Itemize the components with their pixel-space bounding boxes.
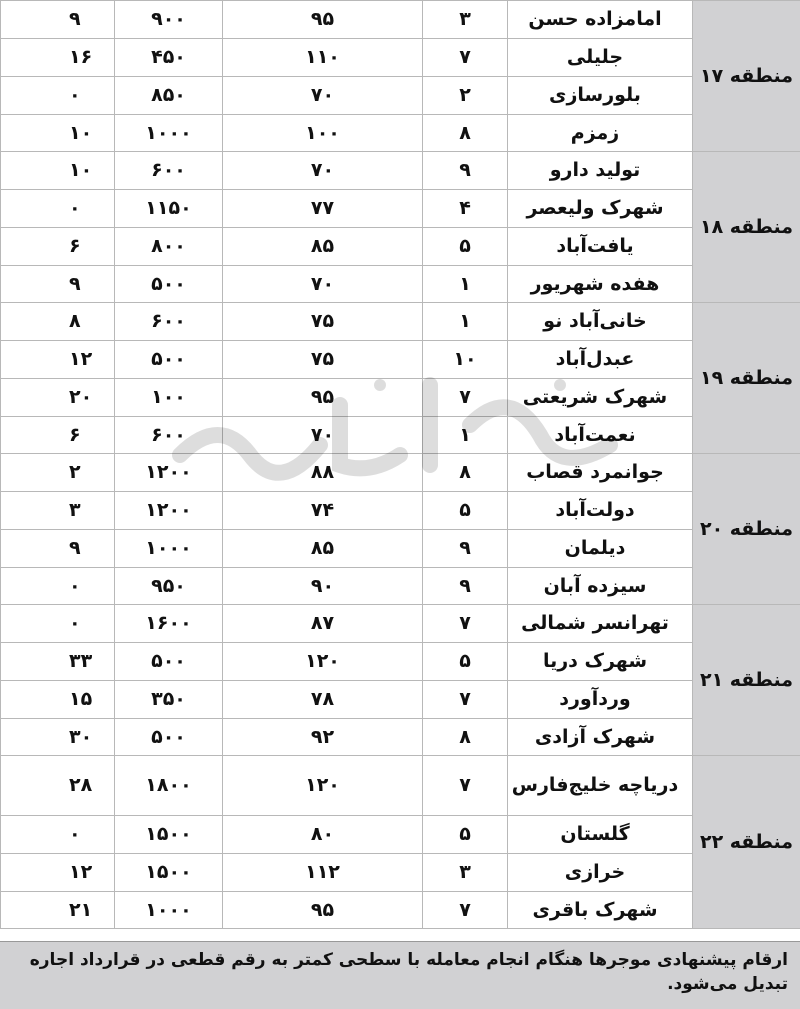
- neighborhood-cell: شهرک باقری: [508, 892, 693, 929]
- value-cell-3: ۹۵۰: [115, 568, 223, 605]
- region-cell: منطقه ۱۸: [693, 152, 800, 303]
- value-cell-4: ۹: [1, 266, 115, 303]
- value-cell-4: ۳: [1, 492, 115, 530]
- value-cell-2: ۸۵: [223, 530, 423, 568]
- value-cell-4: ۲۸: [1, 756, 115, 816]
- table-row: [1, 719, 800, 756]
- value-cell-1: ۹: [423, 530, 508, 568]
- value-cell-3: ۸۵۰: [115, 77, 223, 115]
- value-cell-3: ۵۰۰: [115, 266, 223, 303]
- value-cell-4: ۰: [1, 605, 115, 643]
- value-cell-2: ۱۲۰: [223, 643, 423, 681]
- value-cell-2: ۸۷: [223, 605, 423, 643]
- table-row: [1, 756, 800, 816]
- value-cell-3: ۶۰۰: [115, 152, 223, 190]
- value-cell-4: ۰: [1, 816, 115, 854]
- neighborhood-cell: جوانمرد قصاب: [508, 454, 693, 492]
- value-cell-1: ۸: [423, 115, 508, 152]
- value-cell-4: ۰: [1, 568, 115, 605]
- table-row: [1, 152, 800, 190]
- table-row: [1, 228, 800, 266]
- value-cell-1: ۴: [423, 190, 508, 228]
- table-row: [1, 643, 800, 681]
- value-cell-4: ۶: [1, 417, 115, 454]
- neighborhood-cell: دیلمان: [508, 530, 693, 568]
- value-cell-3: ۱۰۰۰: [115, 530, 223, 568]
- value-cell-4: ۱۲: [1, 854, 115, 892]
- value-cell-3: ۱۰۰۰: [115, 892, 223, 929]
- value-cell-3: ۱۰۰: [115, 379, 223, 417]
- value-cell-3: ۳۵۰: [115, 681, 223, 719]
- value-cell-1: ۷: [423, 681, 508, 719]
- region-cell: منطقه ۱۷: [693, 1, 800, 152]
- table-row: [1, 530, 800, 568]
- value-cell-2: ۱۱۲: [223, 854, 423, 892]
- table-row: [1, 605, 800, 643]
- value-cell-1: ۵: [423, 228, 508, 266]
- value-cell-2: ۷۰: [223, 77, 423, 115]
- neighborhood-cell: شهرک شریعتی: [508, 379, 693, 417]
- table-row: [1, 266, 800, 303]
- value-cell-2: ۱۱۰: [223, 39, 423, 77]
- value-cell-1: ۱: [423, 417, 508, 454]
- table-row: [1, 77, 800, 115]
- value-cell-1: ۲: [423, 77, 508, 115]
- value-cell-1: ۸: [423, 454, 508, 492]
- value-cell-3: ۱۸۰۰: [115, 756, 223, 816]
- value-cell-3: ۱۵۰۰: [115, 854, 223, 892]
- value-cell-4: ۸: [1, 303, 115, 341]
- neighborhood-cell: جلیلی: [508, 39, 693, 77]
- value-cell-1: ۳: [423, 1, 508, 39]
- value-cell-4: ۲۰: [1, 379, 115, 417]
- value-cell-2: ۷۰: [223, 266, 423, 303]
- value-cell-3: ۵۰۰: [115, 719, 223, 756]
- neighborhood-cell: امامزاده حسن: [508, 1, 693, 39]
- table-row: [1, 816, 800, 854]
- value-cell-3: ۶۰۰: [115, 417, 223, 454]
- value-cell-1: ۸: [423, 719, 508, 756]
- table-row: [1, 115, 800, 152]
- value-cell-4: ۲: [1, 454, 115, 492]
- value-cell-1: ۹: [423, 568, 508, 605]
- neighborhood-cell: تولید دارو: [508, 152, 693, 190]
- value-cell-2: ۷۷: [223, 190, 423, 228]
- value-cell-1: ۵: [423, 492, 508, 530]
- neighborhood-cell: وردآورد: [508, 681, 693, 719]
- value-cell-2: ۹۰: [223, 568, 423, 605]
- value-cell-3: ۱۶۰۰: [115, 605, 223, 643]
- neighborhood-cell: شهرک دریا: [508, 643, 693, 681]
- table-row: [1, 854, 800, 892]
- neighborhood-cell: شهرک آزادی: [508, 719, 693, 756]
- value-cell-4: ۱۵: [1, 681, 115, 719]
- value-cell-2: ۱۰۰: [223, 115, 423, 152]
- neighborhood-cell: سیزده آبان: [508, 568, 693, 605]
- neighborhood-cell: گلستان: [508, 816, 693, 854]
- neighborhood-cell: خرازی: [508, 854, 693, 892]
- value-cell-4: ۶: [1, 228, 115, 266]
- value-cell-1: ۷: [423, 756, 508, 816]
- value-cell-1: ۷: [423, 892, 508, 929]
- value-cell-2: ۸۵: [223, 228, 423, 266]
- value-cell-3: ۶۰۰: [115, 303, 223, 341]
- value-cell-2: ۷۰: [223, 417, 423, 454]
- neighborhood-cell: زمزم: [508, 115, 693, 152]
- table-row: [1, 568, 800, 605]
- table-row: [1, 454, 800, 492]
- value-cell-4: ۰: [1, 77, 115, 115]
- value-cell-1: ۱: [423, 266, 508, 303]
- value-cell-2: ۷۰: [223, 152, 423, 190]
- value-cell-1: ۵: [423, 643, 508, 681]
- value-cell-2: ۷۵: [223, 341, 423, 379]
- table-row: [1, 303, 800, 341]
- value-cell-4: ۹: [1, 530, 115, 568]
- value-cell-4: ۱۶: [1, 39, 115, 77]
- region-cell: منطقه ۲۲: [693, 756, 800, 929]
- region-cell: منطقه ۱۹: [693, 303, 800, 454]
- region-cell: منطقه ۲۱: [693, 605, 800, 756]
- neighborhood-cell: هفده شهریور: [508, 266, 693, 303]
- footnote: ارقام پیشنهادی موجرها هنگام انجام معامله با سطحی کمتر به رقم قطعی در قرارداد اجاره تبدیل می‌شود.: [0, 941, 800, 1009]
- table-row: [1, 492, 800, 530]
- value-cell-1: ۱۰: [423, 341, 508, 379]
- value-cell-3: ۹۰۰: [115, 1, 223, 39]
- value-cell-3: ۱۵۰۰: [115, 816, 223, 854]
- value-cell-2: ۸۰: [223, 816, 423, 854]
- value-cell-4: ۱۰: [1, 152, 115, 190]
- value-cell-2: ۹۲: [223, 719, 423, 756]
- neighborhood-cell: عبدل‌آباد: [508, 341, 693, 379]
- value-cell-1: ۱: [423, 303, 508, 341]
- value-cell-4: ۹: [1, 1, 115, 39]
- value-cell-4: ۳۳: [1, 643, 115, 681]
- value-cell-4: ۳۰: [1, 719, 115, 756]
- value-cell-2: ۷۸: [223, 681, 423, 719]
- neighborhood-cell: شهرک ولیعصر: [508, 190, 693, 228]
- value-cell-4: ۱۲: [1, 341, 115, 379]
- value-cell-2: ۷۴: [223, 492, 423, 530]
- value-cell-1: ۹: [423, 152, 508, 190]
- value-cell-4: ۱۰: [1, 115, 115, 152]
- neighborhood-cell: دریاچه خلیج‌فارس: [508, 756, 693, 816]
- table-row: [1, 1, 800, 39]
- table-row: [1, 892, 800, 929]
- value-cell-1: ۳: [423, 854, 508, 892]
- table-row: [1, 39, 800, 77]
- rent-table-body: [1, 1, 800, 929]
- table-row: [1, 341, 800, 379]
- value-cell-1: ۷: [423, 605, 508, 643]
- neighborhood-cell: دولت‌آباد: [508, 492, 693, 530]
- neighborhood-cell: نعمت‌آباد: [508, 417, 693, 454]
- neighborhood-cell: یافت‌آباد: [508, 228, 693, 266]
- value-cell-2: ۸۸: [223, 454, 423, 492]
- table-row: [1, 190, 800, 228]
- value-cell-3: ۴۵۰: [115, 39, 223, 77]
- value-cell-2: ۹۵: [223, 1, 423, 39]
- value-cell-2: ۷۵: [223, 303, 423, 341]
- value-cell-3: ۵۰۰: [115, 341, 223, 379]
- neighborhood-cell: بلورسازی: [508, 77, 693, 115]
- table-row: [1, 681, 800, 719]
- region-cell: منطقه ۲۰: [693, 454, 800, 605]
- value-cell-3: ۱۰۰۰: [115, 115, 223, 152]
- value-cell-4: ۲۱: [1, 892, 115, 929]
- value-cell-3: ۱۲۰۰: [115, 454, 223, 492]
- value-cell-3: ۱۲۰۰: [115, 492, 223, 530]
- value-cell-1: ۷: [423, 39, 508, 77]
- value-cell-2: ۹۵: [223, 379, 423, 417]
- value-cell-2: ۹۵: [223, 892, 423, 929]
- value-cell-1: ۷: [423, 379, 508, 417]
- value-cell-1: ۵: [423, 816, 508, 854]
- neighborhood-cell: تهرانسر شمالی: [508, 605, 693, 643]
- value-cell-3: ۵۰۰: [115, 643, 223, 681]
- value-cell-2: ۱۲۰: [223, 756, 423, 816]
- neighborhood-cell: خانی‌آباد نو: [508, 303, 693, 341]
- value-cell-3: ۱۱۵۰: [115, 190, 223, 228]
- table-row: [1, 417, 800, 454]
- table-row: [1, 379, 800, 417]
- value-cell-4: ۰: [1, 190, 115, 228]
- value-cell-3: ۸۰۰: [115, 228, 223, 266]
